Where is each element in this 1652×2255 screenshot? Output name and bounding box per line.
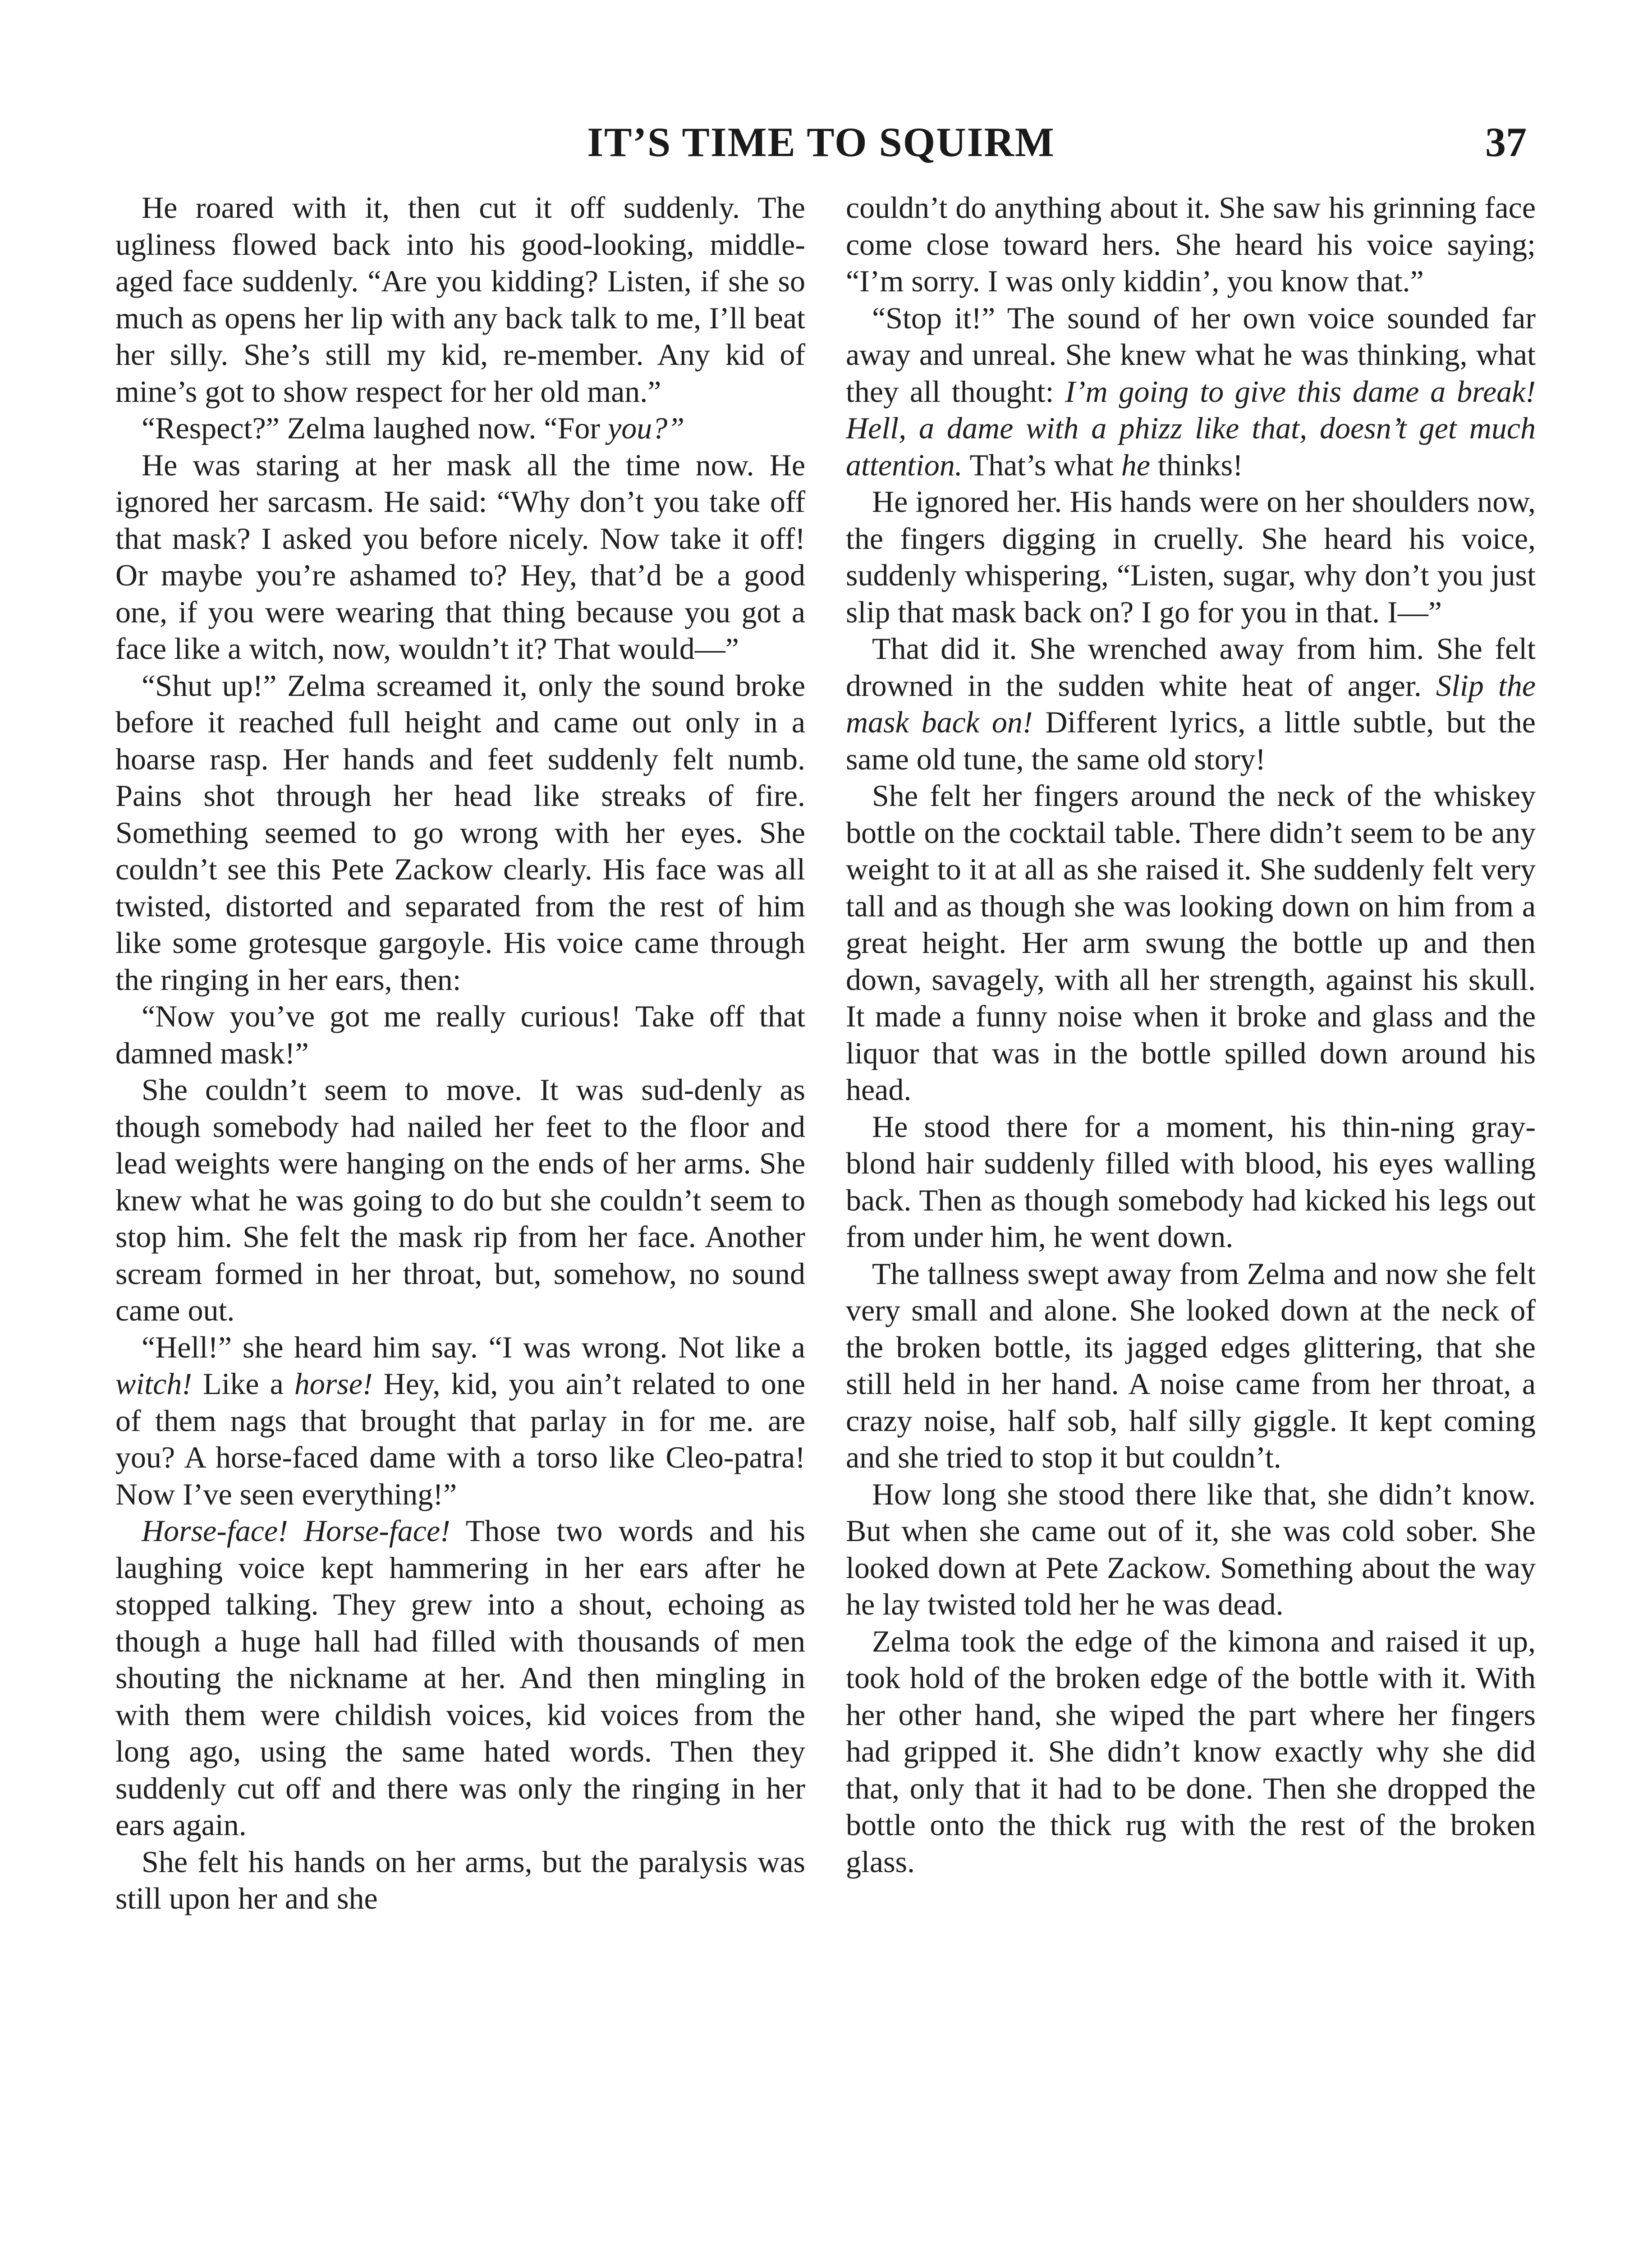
paragraph: [115, 1072, 805, 1329]
text-run: Those two words and his laughing voice kept hammering in her ears after he stopped talking. They grew into a shout, echoing as though a huge hall had filled with thousands of men shouting the nickname at her. And then mingling in with them were childish voices, kid voices from the long ago, using the same hated words. Then they suddenly cut off and there was only the ringing in her ears again.: [115, 1514, 805, 1842]
paragraph: [115, 189, 805, 410]
italic-text: I’m going to give this dame a break! Hell, a dame with a phizz like that, doesn’t get much attention.: [846, 374, 1536, 482]
paragraph: [846, 1109, 1536, 1256]
paragraph: [115, 667, 805, 999]
paragraph: [846, 1623, 1536, 1881]
text-run: Zelma took the edge of the kimona and raised it up, took hold of the broken edge of the bottle with it. With her other hand, she wiped the part where her fingers had gripped it. She didn’t know exactly why she did that, only that it had to be done. Then she dropped the bottle onto the thick rug with the rest of the broken glass.: [846, 1624, 1536, 1879]
text-run: That’s what: [962, 447, 1121, 482]
paragraph: [846, 300, 1536, 484]
paragraph: [846, 1256, 1536, 1476]
paragraph: [846, 630, 1536, 778]
right-column: [846, 189, 1536, 2255]
text-run: The tallness swept away from Zelma and now she felt very small and alone. She looked down at the neck of the broken bottle, its jagged edges glittering, that she still held in her hand. A noise came from her throat, a crazy noise, half sob, half silly giggle. It kept coming and she tried to stop it but couldn’t.: [846, 1256, 1536, 1474]
italic-text: Horse-face! Horse-face!: [142, 1514, 450, 1548]
left-column: [115, 189, 805, 2255]
paragraph: [846, 1476, 1536, 1623]
italic-text: witch!: [115, 1367, 192, 1401]
text-run: He stood there for a moment, his thin-ning gray-blond hair suddenly filled with blood, his eyes walling back. Then as though somebody had kicked his legs out from under him, he went down.: [846, 1109, 1536, 1254]
page-number: 37: [1485, 119, 1527, 165]
paragraph: [115, 410, 805, 447]
text-run: That did it. She wrenched away from him. She felt drowned in the sudden white heat of anger.: [846, 631, 1536, 703]
text-run: Like a: [192, 1367, 294, 1401]
text-run: “Stop it!” The sound of her own voice sounded far away and unreal. She knew what he was thinking, what they all thought:: [846, 300, 1536, 409]
text-columns: [115, 189, 1536, 2255]
paragraph: [846, 778, 1536, 1109]
text-run: He roared with it, then cut it off suddenly. The ugliness flowed back into his good-looking, middle-aged face suddenly. “Are you kidding? Listen, if she so much as opens her lip with any back talk to me, I’ll beat her silly. She’s still my kid, re-member. Any kid of mine’s got to show respect for her old man.”: [115, 190, 805, 409]
text-run: He ignored her. His hands were on her shoulders now, the fingers digging in cruelly. She heard his voice, suddenly whispering, “Listen, sugar, why don’t you just slip that mask back on? I go for you in that. I—”: [846, 484, 1536, 629]
italic-text: he: [1121, 447, 1150, 482]
paragraph: [846, 189, 1536, 300]
text-run: How long she stood there like that, she didn’t know. But when she came out of it, she was cold sober. She looked down at Pete Zackow. Something about the way he lay twisted told her he was dead.: [846, 1477, 1536, 1621]
text-run: couldn’t do anything about it. She saw his grinning face come close toward hers. She heard his voice saying; “I’m sorry. I was only kiddin’, you know that.”: [846, 190, 1536, 298]
page-header: [115, 110, 1527, 174]
text-run: “Now you’ve got me really curious! Take off that damned mask!”: [115, 999, 805, 1070]
italic-text: you?”: [608, 411, 685, 445]
paragraph: [115, 1329, 805, 1513]
paragraph: [846, 483, 1536, 630]
text-run: Different lyrics, a little subtle, but the same old tune, the same old story!: [846, 705, 1536, 776]
running-title: IT’S TIME TO SQUIRM: [587, 119, 1055, 165]
text-run: “Shut up!” Zelma screamed it, only the sound broke before it reached full height and came out only in a hoarse rasp. Her hands and feet suddenly felt numb. Pains shot through her head like streaks of fire. Something seemed to go wrong with her eyes. She couldn’t see this Pete Zackow clearly. His face was all twisted, distorted and separated from the rest of him like some grotesque gargoyle. His voice came through the ringing in her ears, then:: [115, 668, 805, 997]
italic-text: Slip the mask back on!: [846, 668, 1536, 739]
paragraph: [115, 1513, 805, 1844]
text-run: “Hell!” she heard him say. “I was wrong. Not like a: [142, 1330, 805, 1364]
text-run: Hey, kid, you ain’t related to one of them nags that brought that parlay in for me. are you? A horse-faced dame with a torso like Cleo-patra! Now I’ve seen everything!”: [115, 1367, 805, 1511]
text-run: She felt her fingers around the neck of the whiskey bottle on the cocktail table. There didn’t seem to be any weight to it at all as she raised it. She suddenly felt very tall and as though she was looking down on him from a great height. Her arm swung the bottle up and then down, savagely, with all her strength, against his skull. It made a funny noise when it broke and glass and the liquor that was in the bottle spilled down around his head.: [846, 778, 1536, 1107]
text-run: She couldn’t seem to move. It was sud-denly as though somebody had nailed her feet to the floor and lead weights were hanging on the ends of her arms. She knew what he was going to do but she couldn’t seem to stop him. She felt the mask rip from her face. Another scream formed in her throat, but, somehow, no sound came out.: [115, 1072, 805, 1327]
paragraph: [115, 998, 805, 1072]
text-run: “Respect?” Zelma laughed now. “For: [142, 411, 608, 445]
text-run: thinks!: [1150, 447, 1243, 482]
paragraph: [115, 1844, 805, 1917]
italic-text: horse!: [294, 1367, 373, 1401]
text-run: He was staring at her mask all the time now. He ignored her sarcasm. He said: “Why don’t you take off that mask? I asked you before nicely. Now take it off! Or maybe you’re ashamed to? Hey, that’d be a good one, if you were wearing that thing because you got a face like a witch, now, wouldn’t it? That would—”: [115, 447, 805, 666]
text-run: She felt his hands on her arms, but the paralysis was still upon her and she: [115, 1844, 805, 1915]
paragraph: [115, 447, 805, 667]
